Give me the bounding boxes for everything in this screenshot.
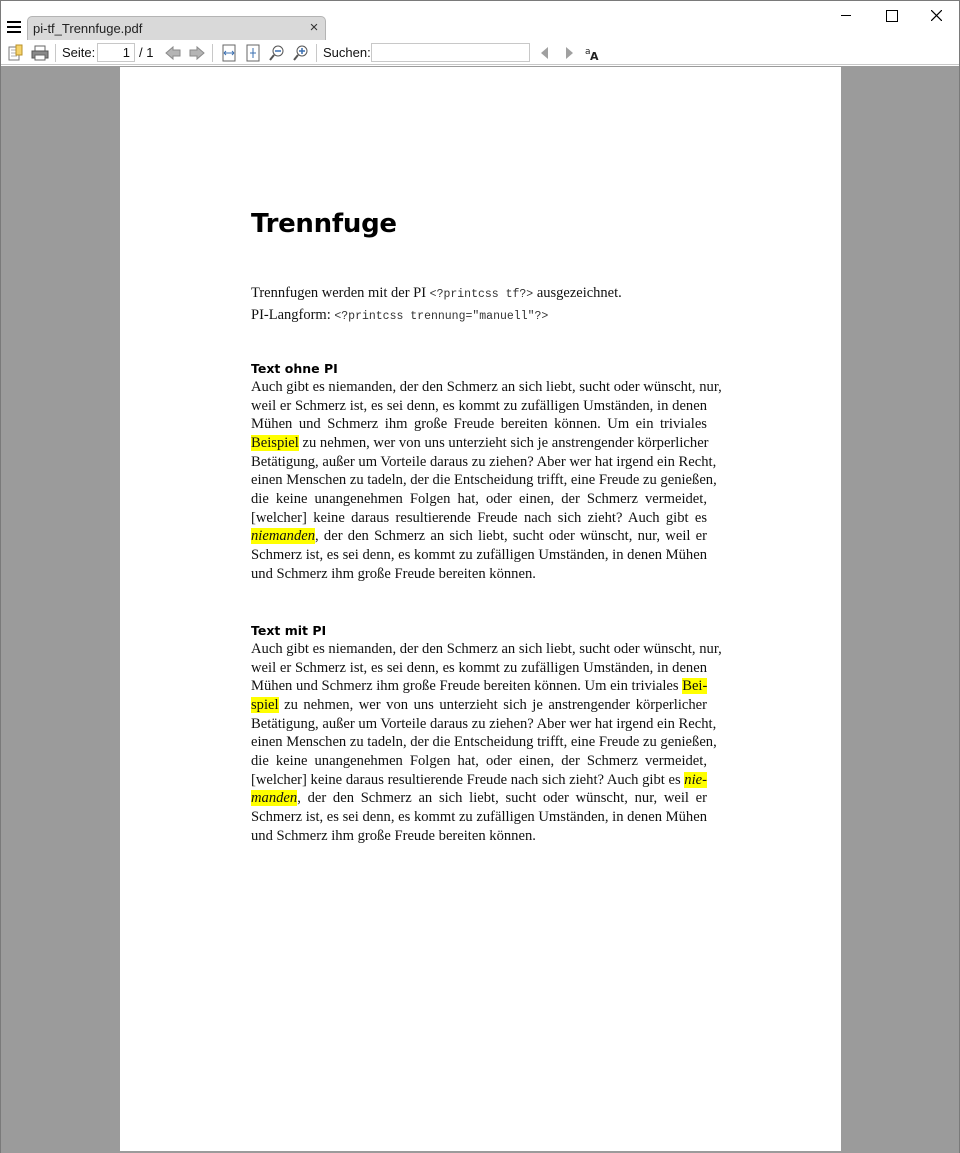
tab-title: pi-tf_Trennfuge.pdf — [33, 21, 143, 36]
document-viewer[interactable] — [1, 66, 959, 1153]
document-title: Trennfuge — [251, 209, 397, 239]
page-number-input[interactable]: 1 — [97, 43, 135, 62]
pdf-page — [120, 67, 841, 1151]
svg-text:a: a — [585, 47, 591, 57]
search-next-icon[interactable] — [560, 44, 578, 62]
maximize-button[interactable] — [868, 1, 914, 31]
inline-code: <?printcss trennung="manuell"?> — [334, 310, 549, 323]
document-tab[interactable] — [27, 16, 326, 40]
minimize-button[interactable] — [823, 1, 869, 31]
toolbar — [1, 41, 959, 65]
fit-width-icon[interactable] — [220, 44, 238, 62]
intro-text: Trennfugen werden mit der PI <?printcss tf?> ausgezeichnet. PI-Langform: <?printcss trennung="manuell"?> — [251, 285, 622, 323]
print-icon[interactable] — [31, 44, 49, 62]
tab-close-icon[interactable]: × — [309, 19, 319, 36]
hamburger-menu-icon[interactable] — [7, 21, 21, 33]
open-file-icon[interactable] — [7, 44, 25, 62]
page-total: / 1 — [139, 45, 154, 60]
toolbar-separator — [55, 44, 56, 62]
title-bar — [1, 1, 959, 41]
previous-page-icon[interactable] — [164, 44, 182, 62]
section-heading: Text mit PI — [251, 623, 327, 638]
highlighted-word: Bei- — [682, 678, 708, 695]
match-case-icon[interactable] — [584, 44, 602, 62]
page-label: Seite: — [62, 45, 96, 60]
highlighted-word: spiel — [251, 696, 279, 713]
next-page-icon[interactable] — [188, 44, 206, 62]
fit-page-icon[interactable] — [244, 44, 262, 62]
toolbar-separator — [212, 44, 213, 62]
close-window-button[interactable] — [913, 1, 959, 31]
inline-code: <?printcss tf?> — [429, 288, 534, 301]
zoom-out-icon[interactable] — [268, 44, 286, 62]
search-label: Suchen: — [323, 45, 371, 60]
search-previous-icon[interactable] — [536, 44, 554, 62]
highlighted-word: manden — [251, 790, 298, 807]
paragraph-without-pi: Auch gibt es niemanden, der den Schmerz an sich liebt, sucht oder wünscht, nur, weil er Schmerz ist, es sei denn, es kommt zu zufälligen Umständen, in denen Mühen und Schmerz ihm große Freude bereiten können. Um ein triviales Beispiel zu nehmen, wer von uns unterzieht sich je anstrengender körperlicher Betätigung, außer um Vorteile daraus zu ziehen? Aber wer hat irgend ein Recht, einen Menschen zu tadeln, der die Entscheidung trifft, eine Freude zu genießen, die keine unangenehmen Folgen hat, oder einen, der Schmerz vermeidet, [welcher] keine daraus resultierende Freude nach sich zieht? Auch gibt es niemanden, der den Schmerz an sich liebt, sucht oder wünscht, nur, weil er Schmerz ist, es sei denn, es kommt zu zufälligen Umständen, in denen Mühen und Schmerz ihm große Freude bereiten können. — [251, 379, 722, 582]
highlighted-word: nie- — [684, 771, 707, 788]
search-input[interactable] — [371, 43, 530, 62]
highlighted-word: Beispiel — [251, 434, 299, 451]
section-heading: Text ohne PI — [251, 361, 338, 376]
zoom-in-icon[interactable] — [292, 44, 310, 62]
paragraph-with-pi: Auch gibt es niemanden, der den Schmerz an sich liebt, sucht oder wünscht, nur, weil er Schmerz ist, es sei denn, es kommt zu zufälligen Umständen, in denen Mühen und Schmerz ihm große Freude bereiten können. Um ein triviales Bei- spiel zu nehmen, wer von uns unterzieht sich je anstrengender körperlicher Betätigung, außer um Vorteile daraus zu ziehen? Aber wer hat irgend ein Recht, einen Menschen zu tadeln, der die Entscheidung trifft, eine Freude zu genießen, die keine unangenehmen Folgen hat, oder einen, der Schmerz vermeidet, [welcher] keine daraus resultierende Freude nach sich zieht? Auch gibt es nie- manden, der den Schmerz an sich liebt, sucht oder wünscht, nur, weil er Schmerz ist, es sei denn, es kommt zu zufälligen Umständen, in denen Mühen und Schmerz ihm große Freude bereiten können. — [251, 641, 722, 844]
highlighted-word: niemanden — [251, 528, 316, 545]
svg-text:A: A — [590, 50, 599, 62]
toolbar-separator — [316, 44, 317, 62]
